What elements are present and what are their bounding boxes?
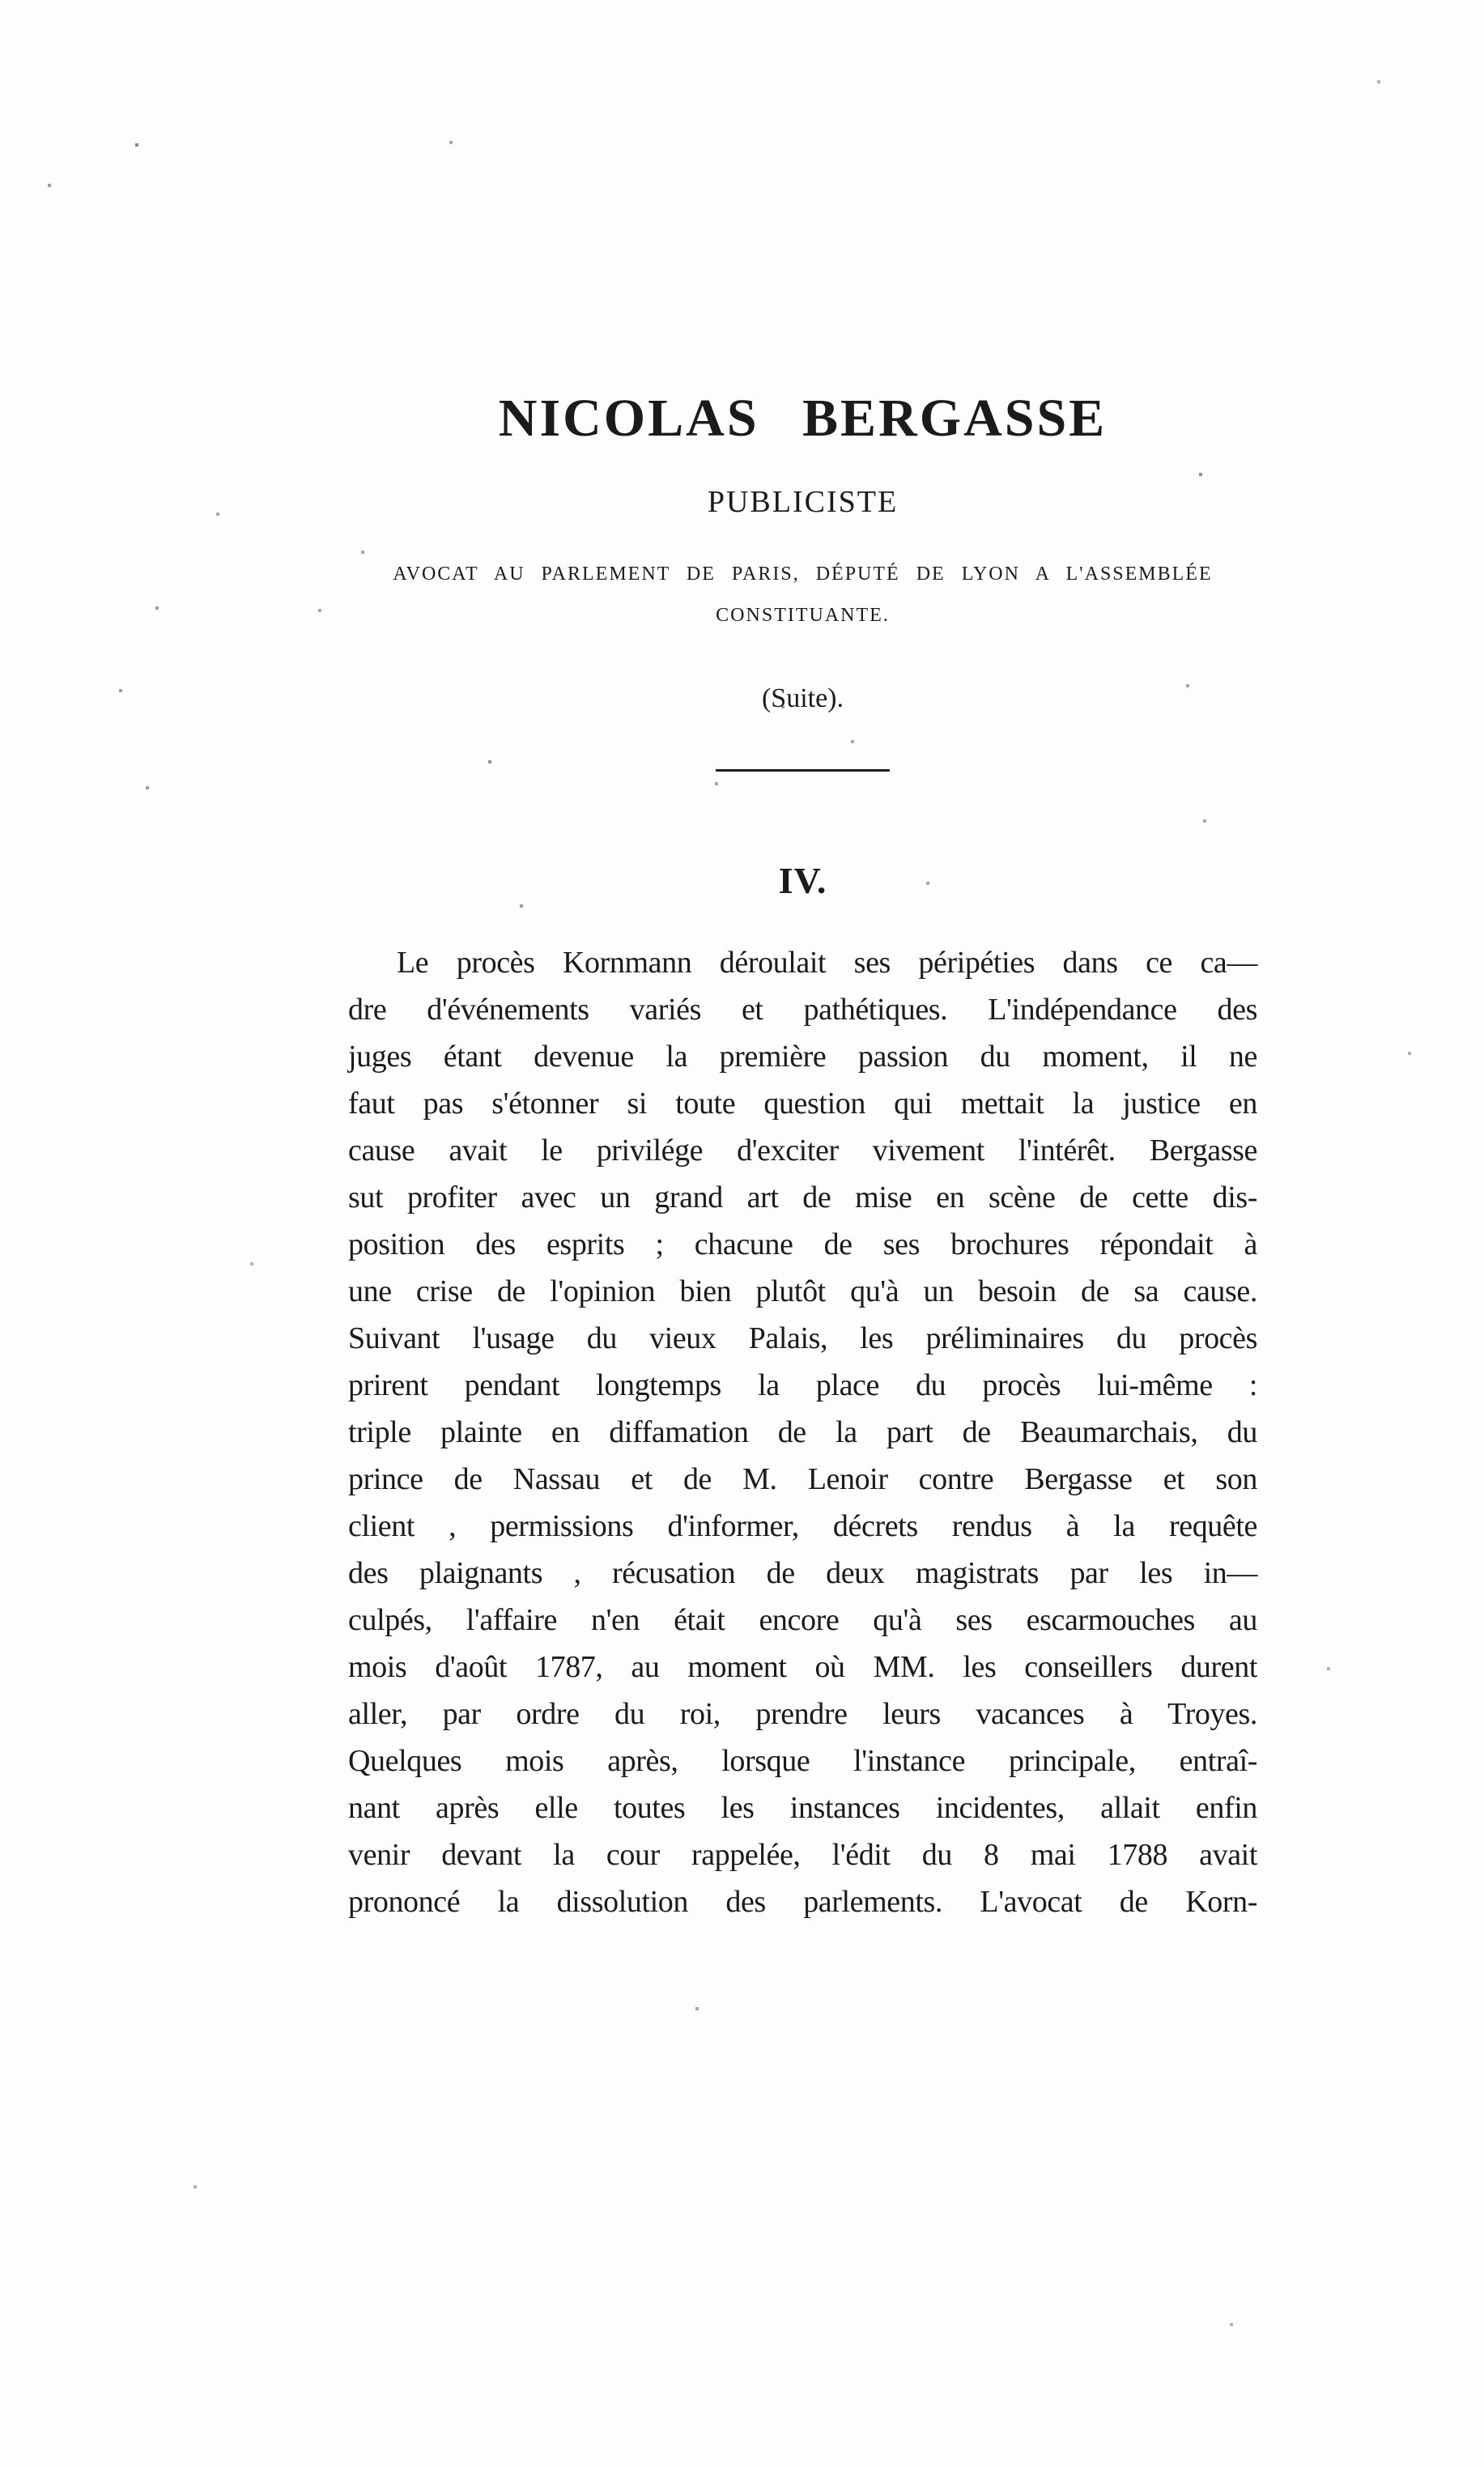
text-line: prirent pendant longtemps la place du procès lui-même : [348,1368,1257,1402]
text-line: Suivant l'usage du vieux Palais, les préliminaires du procès [348,1321,1257,1355]
text-line: client , permissions d'informer, décrets rendus à la requête [348,1509,1257,1543]
text-line: culpés, l'affaire n'en était encore qu'à ses escarmouches au [348,1603,1257,1637]
scan-noise [0,0,2,2]
text-line: sut profiter avec un grand art de mise en scène de cette dis- [348,1180,1257,1214]
text-line: dre d'événements variés et pathétiques. L'indépendance des [348,993,1257,1027]
text-line: des plaignants , récusation de deux magistrats par les in— [348,1556,1257,1590]
section-heading: IV. [778,860,827,901]
text-line: une crise de l'opinion bien plutôt qu'à un besoin de sa cause. [348,1274,1257,1308]
section-divider [716,769,890,772]
text-line: faut pas s'étonner si toute question qui mettait la justice en [348,1087,1257,1121]
text-line: juges étant devenue la première passion du moment, il ne [348,1040,1257,1074]
text-line: nant après elle toutes les instances incidentes, allait enfin [348,1791,1257,1825]
text-line: triple plainte en diffamation de la part de Beaumarchais, du [348,1415,1257,1449]
text-line: position des esprits ; chacune de ses brochures répondait à [348,1227,1257,1261]
text-line: mois d'août 1787, au moment où MM. les conseillers durent [348,1650,1257,1684]
text-line: prince de Nassau et de M. Lenoir contre Bergasse et son [348,1462,1257,1496]
paragraph [348,939,1257,1925]
text-line: venir devant la cour rappelée, l'édit du 8 mai 1788 avait [348,1838,1257,1872]
byline-line-1: AVOCAT AU PARLEMENT DE PARIS, DÉPUTÉ DE LYON A L'ASSEMBLÉE [393,564,1213,585]
continuation-note: (Suite). [761,683,844,713]
text-line: aller, par ordre du roi, prendre leurs vacances à Troyes. [348,1697,1257,1731]
page-title: NICOLAS BERGASSE [498,389,1108,448]
subtitle: PUBLICISTE [707,485,899,519]
text-line: cause avait le privilége d'exciter vivement l'intérêt. Bergasse [348,1134,1257,1168]
text-line: prononcé la dissolution des parlements. L'avocat de Korn- [348,1885,1257,1919]
text-line: Le procès Kornmann déroulait ses péripéties dans ce ca— [397,946,1257,980]
text-line: Quelques mois après, lorsque l'instance principale, entraî- [348,1744,1257,1778]
byline-line-2: CONSTITUANTE. [716,605,890,626]
